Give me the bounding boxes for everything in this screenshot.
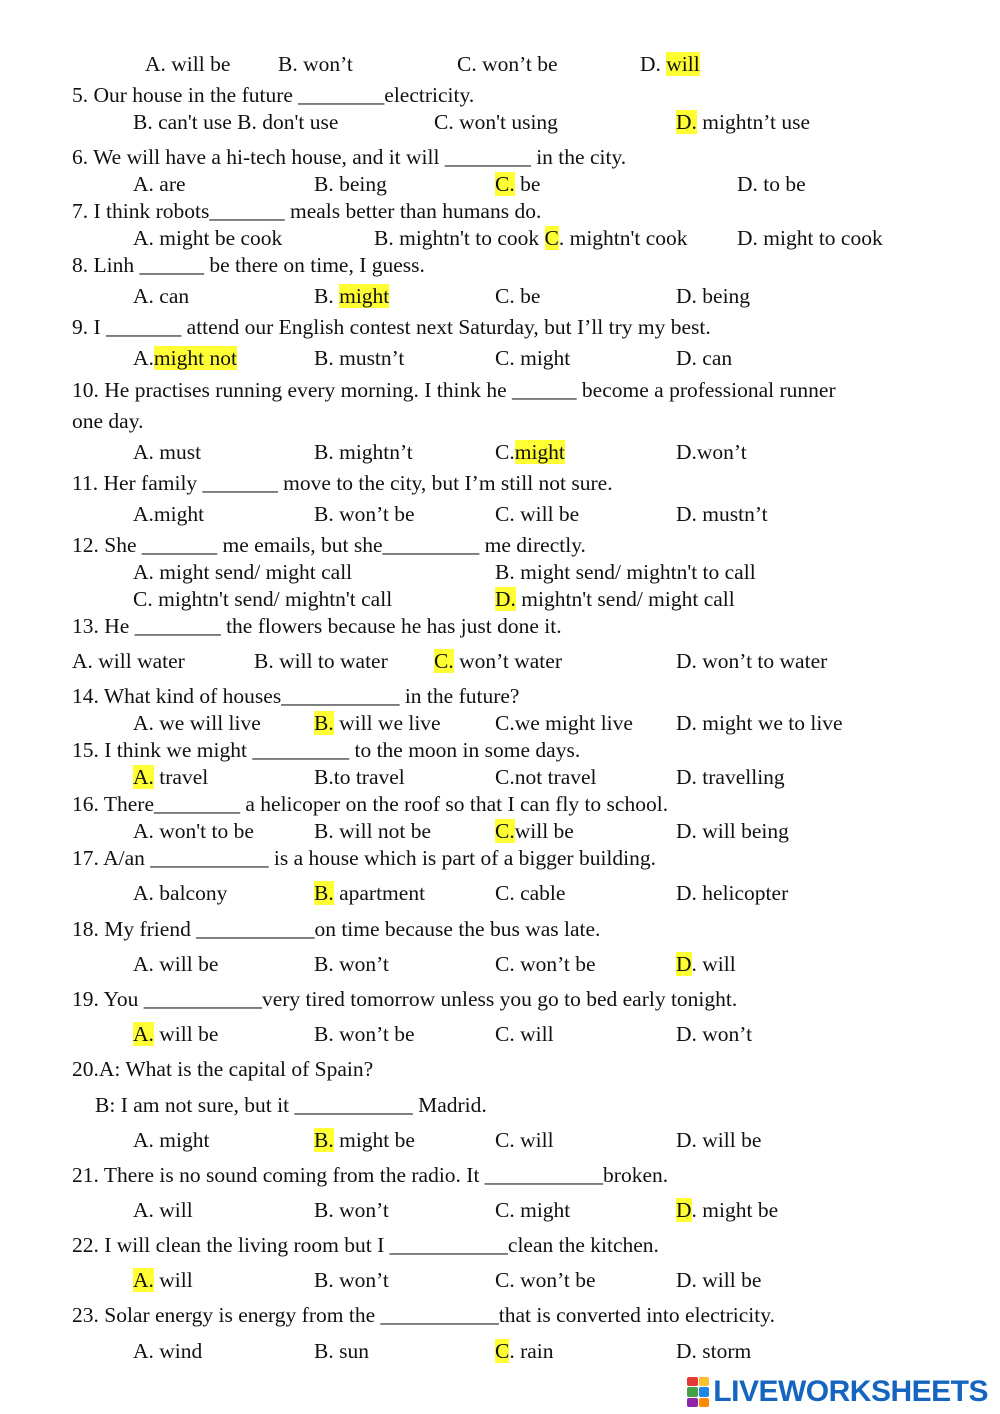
option-text: . rain — [509, 1339, 554, 1363]
option-text: C. be — [495, 284, 541, 308]
option-text: A.might — [133, 502, 205, 526]
option-text: A. must — [133, 440, 202, 464]
answer-option[interactable] — [495, 950, 596, 978]
option-text: C. won’t be — [457, 52, 558, 76]
options-line — [0, 108, 1000, 136]
question-line — [0, 143, 1000, 171]
answer-option[interactable] — [737, 224, 883, 252]
option-text: will be — [153, 1022, 219, 1046]
highlighted-answer: D — [676, 1198, 692, 1222]
question-text: 8. Linh ______ be there on time, I guess. — [72, 253, 425, 277]
answer-option[interactable] — [254, 647, 388, 675]
option-text: D. to be — [737, 172, 806, 196]
answer-option[interactable] — [457, 50, 558, 78]
answer-option[interactable] — [133, 108, 338, 136]
answer-option[interactable] — [314, 282, 389, 310]
answer-option[interactable] — [314, 1266, 389, 1294]
highlighted-answer: B. — [314, 711, 334, 735]
question-line — [0, 313, 1000, 341]
answer-option[interactable] — [133, 438, 201, 466]
options-line — [0, 585, 1000, 613]
options-line — [0, 1020, 1000, 1048]
option-text: be — [514, 172, 541, 196]
option-text: D. — [640, 52, 667, 76]
answer-option[interactable] — [133, 1020, 218, 1048]
question-line — [0, 407, 1000, 435]
option-text: mightn’t use — [696, 110, 810, 134]
question-line — [0, 531, 1000, 559]
option-text: A. will be — [145, 52, 231, 76]
answer-option[interactable] — [676, 1337, 751, 1365]
option-text: B. will to water — [254, 649, 388, 673]
option-text: A. we will live — [133, 711, 261, 735]
options-line — [0, 224, 1000, 252]
answer-option[interactable] — [374, 224, 688, 252]
highlighted-answer: A. — [133, 1268, 154, 1292]
answer-option[interactable] — [676, 763, 785, 791]
answer-option[interactable] — [133, 344, 237, 372]
question-text: 21. There is no sound coming from the radio. It ___________broken. — [72, 1163, 669, 1187]
answer-option[interactable] — [676, 282, 750, 310]
answer-option[interactable] — [676, 438, 747, 466]
options-line — [0, 647, 1000, 675]
answer-option[interactable] — [72, 647, 185, 675]
answer-option[interactable] — [495, 763, 597, 791]
option-text: A. will water — [72, 649, 185, 673]
highlighted-answer: B. — [314, 1128, 334, 1152]
answer-option[interactable] — [314, 170, 387, 198]
option-text: A. might — [133, 1128, 210, 1152]
option-text: D. can — [676, 346, 733, 370]
highlighted-answer: D. — [676, 110, 697, 134]
option-text: B. being — [314, 172, 387, 196]
answer-option[interactable] — [314, 950, 389, 978]
question-line — [0, 251, 1000, 279]
options-line — [0, 763, 1000, 791]
question-line — [0, 81, 1000, 109]
option-text: D. might we to live — [676, 711, 843, 735]
logo-text: LIVEWORKSHEETS — [713, 1375, 988, 1408]
question-line — [0, 1055, 1000, 1083]
answer-option[interactable] — [737, 170, 806, 198]
question-line — [0, 469, 1000, 497]
question-line — [0, 682, 1000, 710]
logo-block — [699, 1377, 710, 1386]
option-text: A. balcony — [133, 881, 228, 905]
options-line — [0, 500, 1000, 528]
logo-block — [687, 1377, 698, 1386]
answer-option[interactable] — [314, 1337, 369, 1365]
question-line — [0, 736, 1000, 764]
highlighted-answer: C. — [495, 172, 515, 196]
answer-option[interactable] — [314, 500, 415, 528]
logo-block — [699, 1387, 710, 1396]
highlighted-answer: might — [339, 284, 390, 308]
answer-option[interactable] — [676, 879, 788, 907]
question-line — [0, 1231, 1000, 1259]
option-text: C. mightn't send/ mightn't call — [133, 587, 393, 611]
option-text: D. mustn’t — [676, 502, 768, 526]
options-line — [0, 344, 1000, 372]
question-text: 22. I will clean the living room but I ___________clean the kitchen. — [72, 1233, 659, 1257]
answer-option[interactable] — [495, 1196, 570, 1224]
answer-option[interactable] — [133, 1126, 209, 1154]
option-text: B.to travel — [314, 765, 405, 789]
answer-option[interactable] — [434, 108, 558, 136]
option-text: D. won’t — [676, 1022, 753, 1046]
question-text: 6. We will have a hi-tech house, and it will ________ in the city. — [72, 145, 627, 169]
answer-option[interactable] — [133, 1196, 193, 1224]
option-text: mightn't send/ might call — [515, 587, 735, 611]
answer-option[interactable] — [133, 709, 261, 737]
answer-option[interactable] — [145, 50, 230, 78]
highlighted-answer: C — [495, 1339, 510, 1363]
options-line — [0, 50, 1000, 78]
answer-option[interactable] — [495, 558, 756, 586]
option-text: B. mustn’t — [314, 346, 405, 370]
option-text: will — [153, 1268, 193, 1292]
highlighted-answer: B. — [314, 881, 334, 905]
answer-option[interactable] — [133, 224, 282, 252]
option-text: D. will being — [676, 819, 789, 843]
option-text: A. won't to be — [133, 819, 254, 843]
option-text: C. — [495, 440, 515, 464]
option-text: D.won’t — [676, 440, 747, 464]
highlighted-answer: might not — [153, 346, 237, 370]
answer-option[interactable] — [133, 170, 186, 198]
question-text: 11. Her family _______ move to the city, but I’m still not sure. — [72, 471, 613, 495]
option-text: will be — [514, 819, 574, 843]
option-text: D. will be — [676, 1128, 762, 1152]
option-text: D. being — [676, 284, 751, 308]
option-text: D. won’t to water — [676, 649, 828, 673]
logo-mark-icon — [687, 1377, 709, 1407]
question-text: 14. What kind of houses___________ in the future? — [72, 684, 520, 708]
options-line — [0, 1196, 1000, 1224]
option-text: apartment — [333, 881, 426, 905]
option-text: B: I am not sure, but it ___________ Madrid. — [95, 1093, 487, 1117]
highlighted-answer: C. — [434, 649, 454, 673]
question-text: 16. There________ a helicoper on the roof so that I can fly to school. — [72, 792, 669, 816]
question-line — [0, 1161, 1000, 1189]
question-line — [0, 376, 1000, 404]
liveworksheets-logo[interactable] — [687, 1372, 988, 1412]
option-text: A. will — [133, 1198, 193, 1222]
question-line — [0, 844, 1000, 872]
option-text: B. won’t be — [314, 1022, 415, 1046]
answer-option[interactable] — [676, 950, 736, 978]
question-text: 13. He ________ the flowers because he has just done it. — [72, 614, 562, 638]
answer-option[interactable] — [133, 1337, 202, 1365]
question-line — [0, 1301, 1000, 1329]
option-text: C. will — [495, 1128, 554, 1152]
option-text: B. won’t — [314, 952, 389, 976]
answer-option[interactable] — [133, 1266, 193, 1294]
option-text: will we live — [333, 711, 441, 735]
answer-option[interactable] — [676, 344, 732, 372]
question-line — [0, 985, 1000, 1013]
option-text: . will — [691, 952, 736, 976]
answer-option[interactable] — [133, 879, 227, 907]
answer-option[interactable] — [133, 500, 204, 528]
answer-option[interactable] — [133, 282, 189, 310]
answer-option[interactable] — [314, 1126, 415, 1154]
option-text: C. won’t be — [495, 952, 596, 976]
answer-option[interactable] — [314, 763, 405, 791]
answer-option[interactable] — [434, 647, 562, 675]
option-text: C.not travel — [495, 765, 597, 789]
option-text: B. won’t be — [314, 502, 415, 526]
answer-option[interactable] — [676, 1266, 761, 1294]
options-line — [0, 950, 1000, 978]
option-text: B. won’t — [278, 52, 353, 76]
logo-block — [687, 1398, 698, 1407]
highlighted-answer: A. — [133, 1022, 154, 1046]
answer-option[interactable] — [133, 950, 218, 978]
options-line — [0, 1266, 1000, 1294]
question-text: 23. Solar energy is energy from the ___________that is converted into electricity. — [72, 1303, 775, 1327]
options-line — [0, 170, 1000, 198]
answer-option[interactable] — [676, 108, 810, 136]
answer-option[interactable] — [133, 763, 208, 791]
answer-option[interactable] — [314, 438, 413, 466]
option-text: C. won’t be — [495, 1268, 596, 1292]
answer-option[interactable] — [314, 879, 425, 907]
option-text: C. won't using — [434, 110, 558, 134]
option-text: D. travelling — [676, 765, 785, 789]
answer-option[interactable] — [495, 170, 540, 198]
highlighted-answer: might — [514, 440, 565, 464]
options-line — [0, 1091, 1000, 1119]
answer-option[interactable] — [495, 585, 735, 613]
option-text: B. won’t — [314, 1198, 389, 1222]
question-text: 15. I think we might _________ to the moon in some days. — [72, 738, 581, 762]
options-line — [0, 438, 1000, 466]
option-text: C. might — [495, 346, 571, 370]
answer-option[interactable] — [314, 344, 404, 372]
highlighted-answer: A. — [133, 765, 154, 789]
answer-option[interactable] — [495, 1266, 596, 1294]
option-text: won’t water — [453, 649, 562, 673]
answer-option[interactable] — [676, 817, 789, 845]
options-line — [0, 817, 1000, 845]
option-text: D. helicopter — [676, 881, 789, 905]
answer-option[interactable] — [133, 585, 392, 613]
answer-option[interactable] — [133, 817, 254, 845]
highlighted-answer: will — [666, 52, 700, 76]
answer-option[interactable] — [314, 1196, 389, 1224]
option-text: A. might be cook — [133, 226, 283, 250]
options-line — [0, 1126, 1000, 1154]
answer-option[interactable] — [495, 438, 565, 466]
option-text: travel — [153, 765, 209, 789]
question-text: 7. I think robots_______ meals better than humans do. — [72, 199, 542, 223]
answer-option[interactable] — [676, 500, 768, 528]
answer-option[interactable] — [495, 1337, 554, 1365]
options-line — [0, 282, 1000, 310]
options-line — [0, 1337, 1000, 1365]
option-text: C. will be — [495, 502, 580, 526]
answer-option[interactable] — [314, 1020, 415, 1048]
answer-option[interactable] — [95, 1091, 487, 1119]
question-text: 20.A: What is the capital of Spain? — [72, 1057, 374, 1081]
answer-option[interactable] — [495, 879, 565, 907]
question-text: 9. I _______ attend our English contest next Saturday, but I’ll try my best. — [72, 315, 711, 339]
options-line — [0, 558, 1000, 586]
option-text: D. will be — [676, 1268, 762, 1292]
question-text: 5. Our house in the future ________electricity. — [72, 83, 475, 107]
highlighted-answer: D. — [495, 587, 516, 611]
answer-option[interactable] — [278, 50, 353, 78]
option-text: . mightn't cook — [558, 226, 688, 250]
option-text: . might be — [691, 1198, 779, 1222]
option-text: D. storm — [676, 1339, 752, 1363]
option-text: A. might send/ might call — [133, 560, 353, 584]
option-text: A. — [133, 346, 154, 370]
option-text: B. mightn’t — [314, 440, 413, 464]
option-text: B. can't use B. don't use — [133, 110, 339, 134]
question-text: 12. She _______ me emails, but she_________ me directly. — [72, 533, 586, 557]
question-line — [0, 612, 1000, 640]
question-text: one day. — [72, 409, 144, 433]
option-text: B. mightn't to cook — [374, 226, 545, 250]
answer-option[interactable] — [495, 1020, 554, 1048]
option-text: B. sun — [314, 1339, 369, 1363]
answer-option[interactable] — [495, 500, 579, 528]
answer-option[interactable] — [314, 817, 431, 845]
answer-option[interactable] — [676, 1196, 778, 1224]
option-text: A. are — [133, 172, 186, 196]
logo-block — [699, 1398, 710, 1407]
highlighted-answer: C — [544, 226, 559, 250]
option-text: might be — [333, 1128, 415, 1152]
answer-option[interactable] — [495, 282, 540, 310]
option-text: B. — [314, 284, 340, 308]
question-line — [0, 197, 1000, 225]
question-line — [0, 790, 1000, 818]
option-text: B. will not be — [314, 819, 432, 843]
option-text: C.we might live — [495, 711, 633, 735]
question-text: 19. You ___________very tired tomorrow unless you go to bed early tonight. — [72, 987, 738, 1011]
highlighted-answer: C. — [495, 819, 515, 843]
option-text: A. will be — [133, 952, 219, 976]
answer-option[interactable] — [495, 709, 633, 737]
answer-option[interactable] — [133, 558, 352, 586]
option-text: A. can — [133, 284, 190, 308]
highlighted-answer: D — [676, 952, 692, 976]
answer-option[interactable] — [676, 1020, 752, 1048]
answer-option[interactable] — [495, 817, 574, 845]
question-line — [0, 915, 1000, 943]
logo-block — [687, 1387, 698, 1396]
option-text: D. might to cook — [737, 226, 883, 250]
question-text: 18. My friend ___________on time because the bus was late. — [72, 917, 601, 941]
answer-option[interactable] — [314, 709, 441, 737]
answer-option[interactable] — [676, 1126, 761, 1154]
question-text: 17. A/an ___________ is a house which is part of a bigger building. — [72, 846, 657, 870]
options-line — [0, 879, 1000, 907]
question-text: 10. He practises running every morning. I think he ______ become a professional runner — [72, 378, 836, 402]
option-text: B. won’t — [314, 1268, 389, 1292]
answer-option[interactable] — [640, 50, 700, 78]
option-text: A. wind — [133, 1339, 203, 1363]
option-text: B. might send/ mightn't to call — [495, 560, 756, 584]
answer-option[interactable] — [495, 344, 570, 372]
option-text: C. will — [495, 1022, 554, 1046]
options-line — [0, 709, 1000, 737]
answer-option[interactable] — [676, 709, 843, 737]
answer-option[interactable] — [495, 1126, 554, 1154]
option-text: C. cable — [495, 881, 566, 905]
answer-option[interactable] — [676, 647, 827, 675]
option-text: C. might — [495, 1198, 571, 1222]
